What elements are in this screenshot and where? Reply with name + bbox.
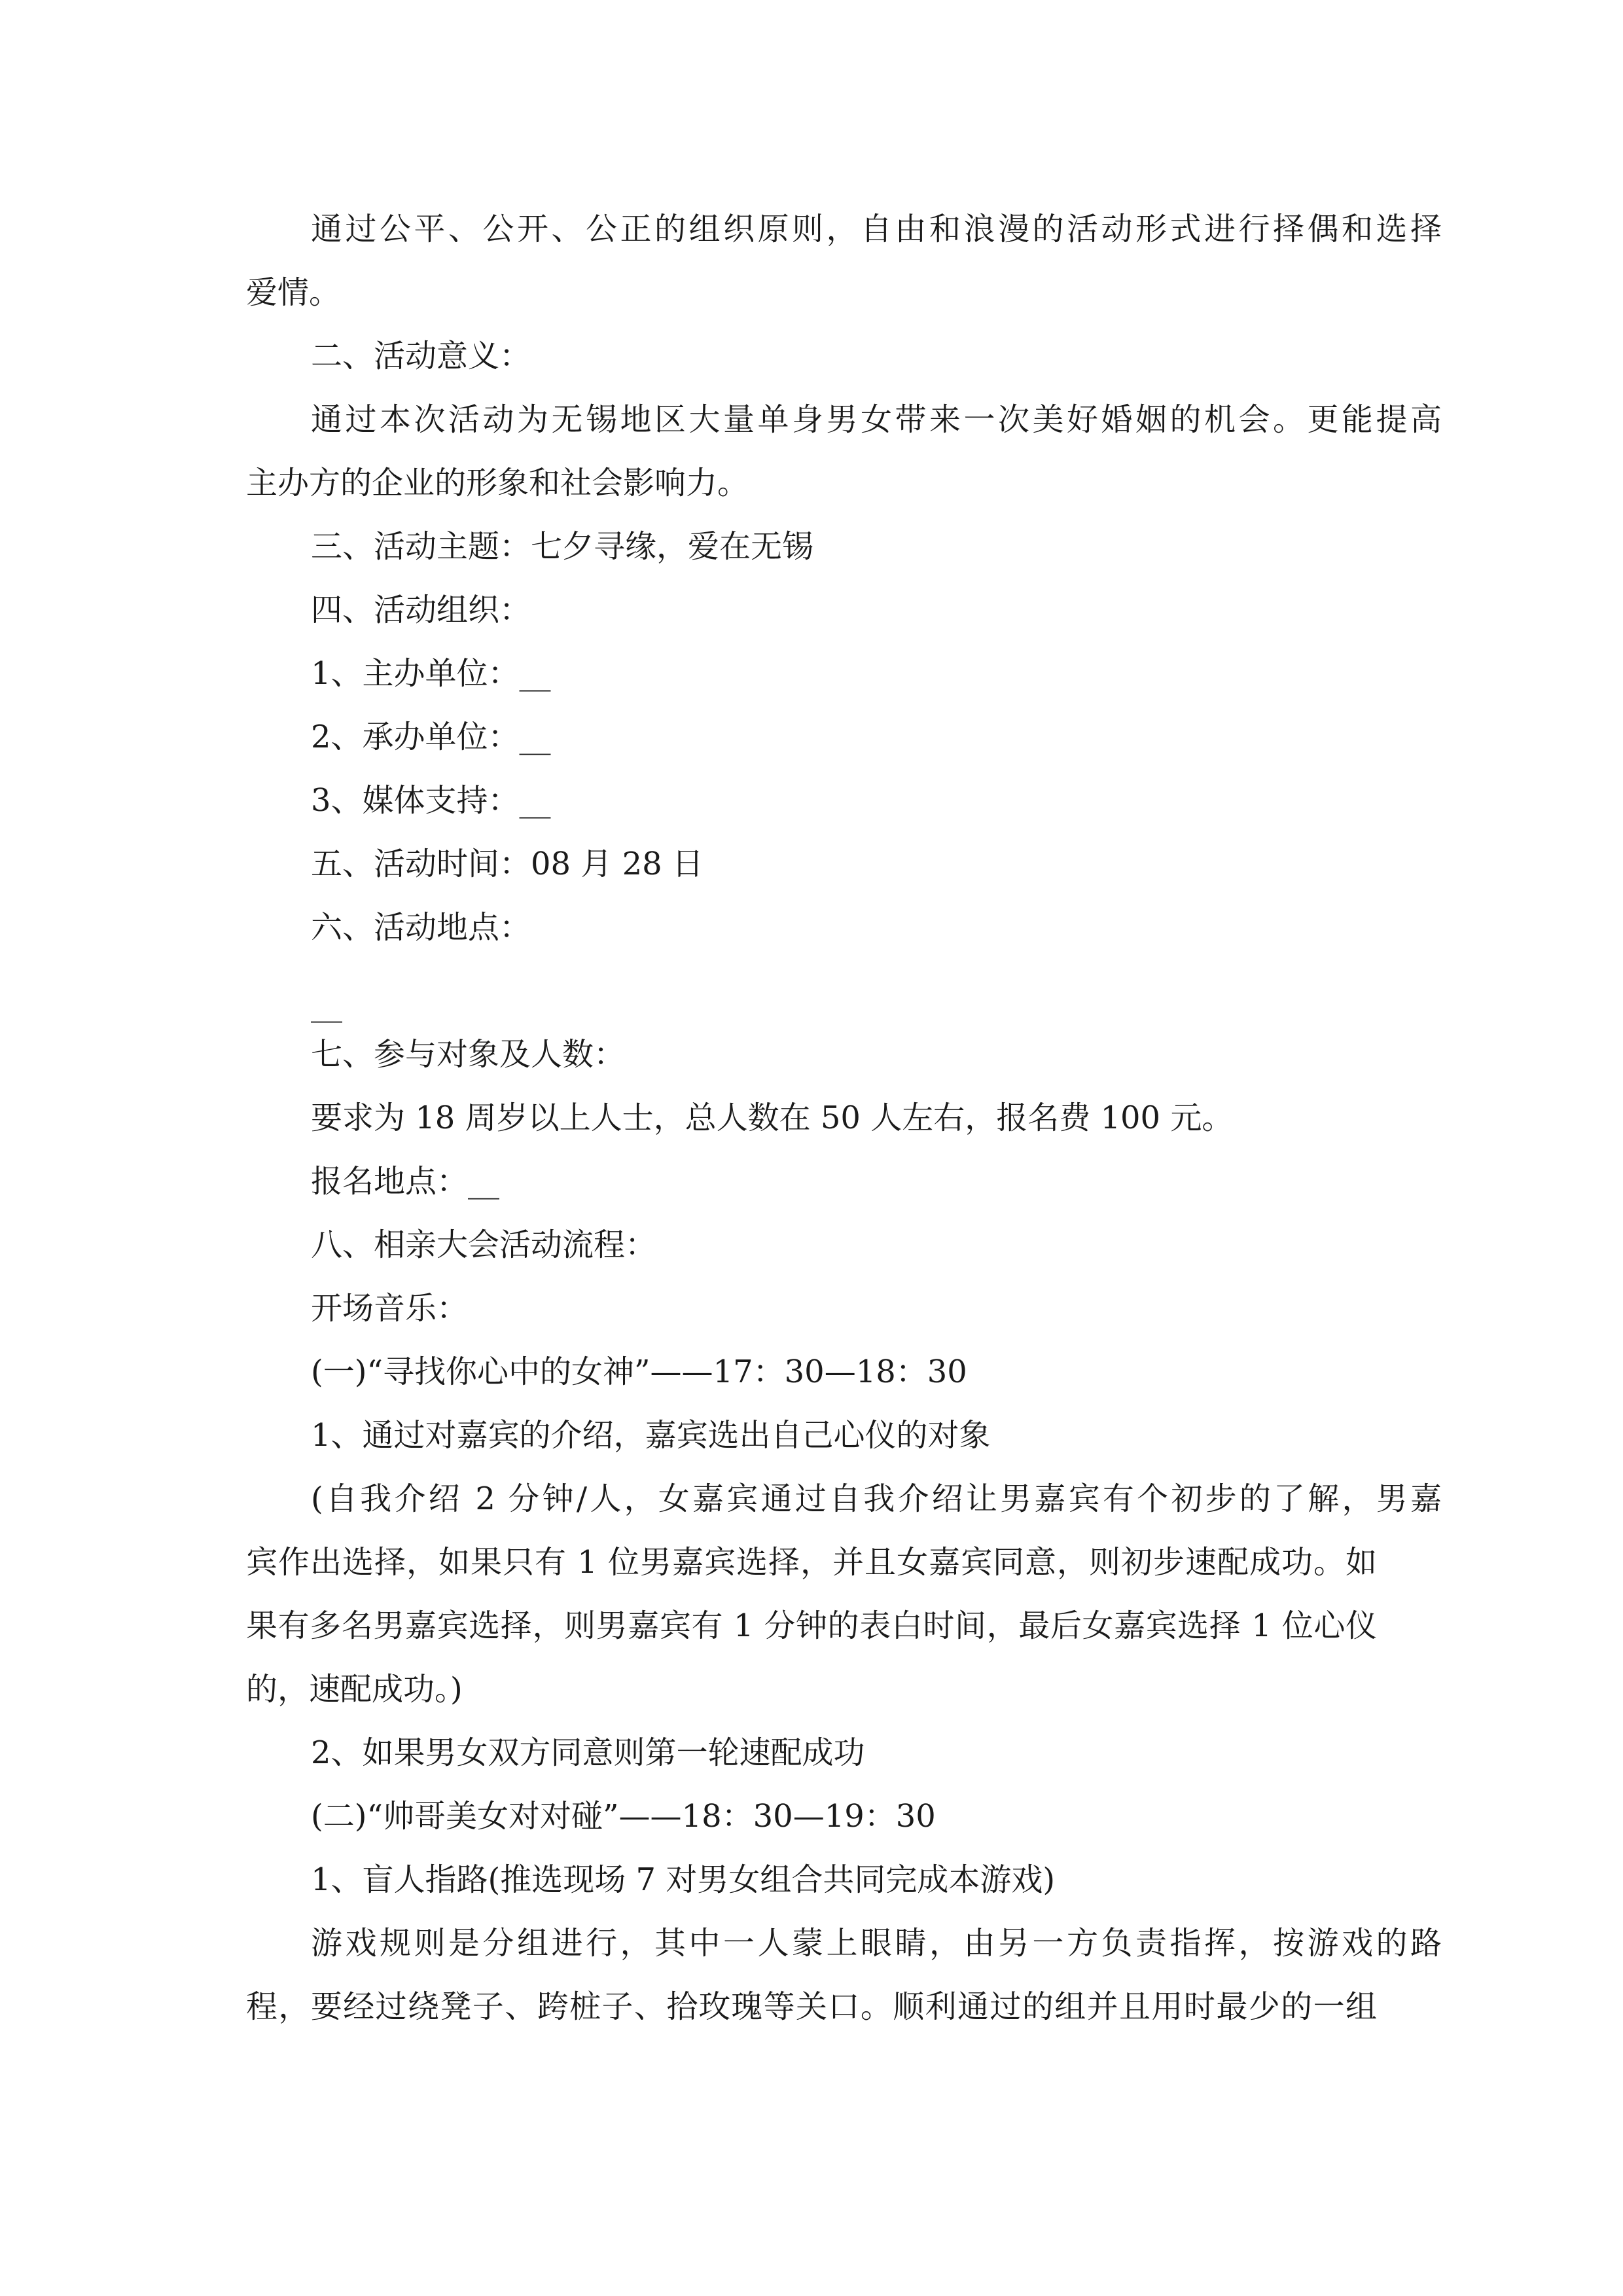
section-heading: 四、活动组织： — [311, 592, 531, 628]
paragraph-line: 通过公平、公开、公正的组织原则，自由和浪漫的活动形式进行择偶和选择 — [311, 211, 1442, 247]
paragraph-line: 的，速配成功。) — [246, 1671, 463, 1708]
paragraph-line: 主办方的企业的形象和社会影响力。 — [246, 465, 749, 501]
section-heading: 六、活动地点： — [311, 909, 531, 946]
list-item: 3、媒体支持：__ — [311, 782, 551, 819]
list-item: 1、盲人指路(推选现场 7 对男女组合共同完成本游戏) — [311, 1861, 1056, 1898]
list-item: 1、通过对嘉宾的介绍，嘉宾选出自己心仪的对象 — [311, 1417, 991, 1454]
paragraph-line: 开场音乐： — [311, 1290, 469, 1327]
paragraph-line: 报名地点：__ — [311, 1163, 500, 1200]
paragraph-line: 爱情。 — [246, 274, 341, 311]
paragraph-line: 果有多名男嘉宾选择，则男嘉宾有 1 分钟的表白时间，最后女嘉宾选择 1 位心仪 — [246, 1607, 1377, 1644]
section-heading: 二、活动意义： — [311, 338, 531, 374]
paragraph-line: 游戏规则是分组进行，其中一人蒙上眼睛，由另一方负责指挥，按游戏的路 — [311, 1925, 1442, 1962]
list-item: 2、承办单位：__ — [311, 719, 551, 755]
paragraph-line: (自我介绍 2 分钟/人，女嘉宾通过自我介绍让男嘉宾有个初步的了解，男嘉 — [311, 1480, 1442, 1517]
paragraph-line: 宾作出选择，如果只有 1 位男嘉宾选择，并且女嘉宾同意，则初步速配成功。如 — [246, 1544, 1377, 1581]
paragraph-line: 程，要经过绕凳子、跨桩子、拾玫瑰等关口。顺利通过的组并且用时最少的一组 — [246, 1988, 1377, 2025]
section-heading: 五、活动时间：08 月 28 日 — [311, 846, 704, 882]
list-item: 2、如果男女双方同意则第一轮速配成功 — [311, 1734, 865, 1771]
paragraph-line: 要求为 18 周岁以上人士，总人数在 50 人左右，报名费 100 元。 — [311, 1100, 1234, 1136]
blank-placeholder: __ — [311, 986, 342, 1023]
section-heading: 三、活动主题：七夕寻缘，爱在无锡 — [311, 528, 814, 565]
paragraph-line: 通过本次活动为无锡地区大量单身男女带来一次美好婚姻的机会。更能提高 — [311, 401, 1442, 438]
section-heading: 八、相亲大会活动流程： — [311, 1227, 657, 1263]
list-item: 1、主办单位：__ — [311, 655, 551, 692]
subsection-heading: (一)“寻找你心中的女神”——17：30—18：30 — [311, 1354, 967, 1390]
section-heading: 七、参与对象及人数： — [311, 1036, 626, 1073]
subsection-heading: (二)“帅哥美女对对碰”——18：30—19：30 — [311, 1798, 936, 1835]
